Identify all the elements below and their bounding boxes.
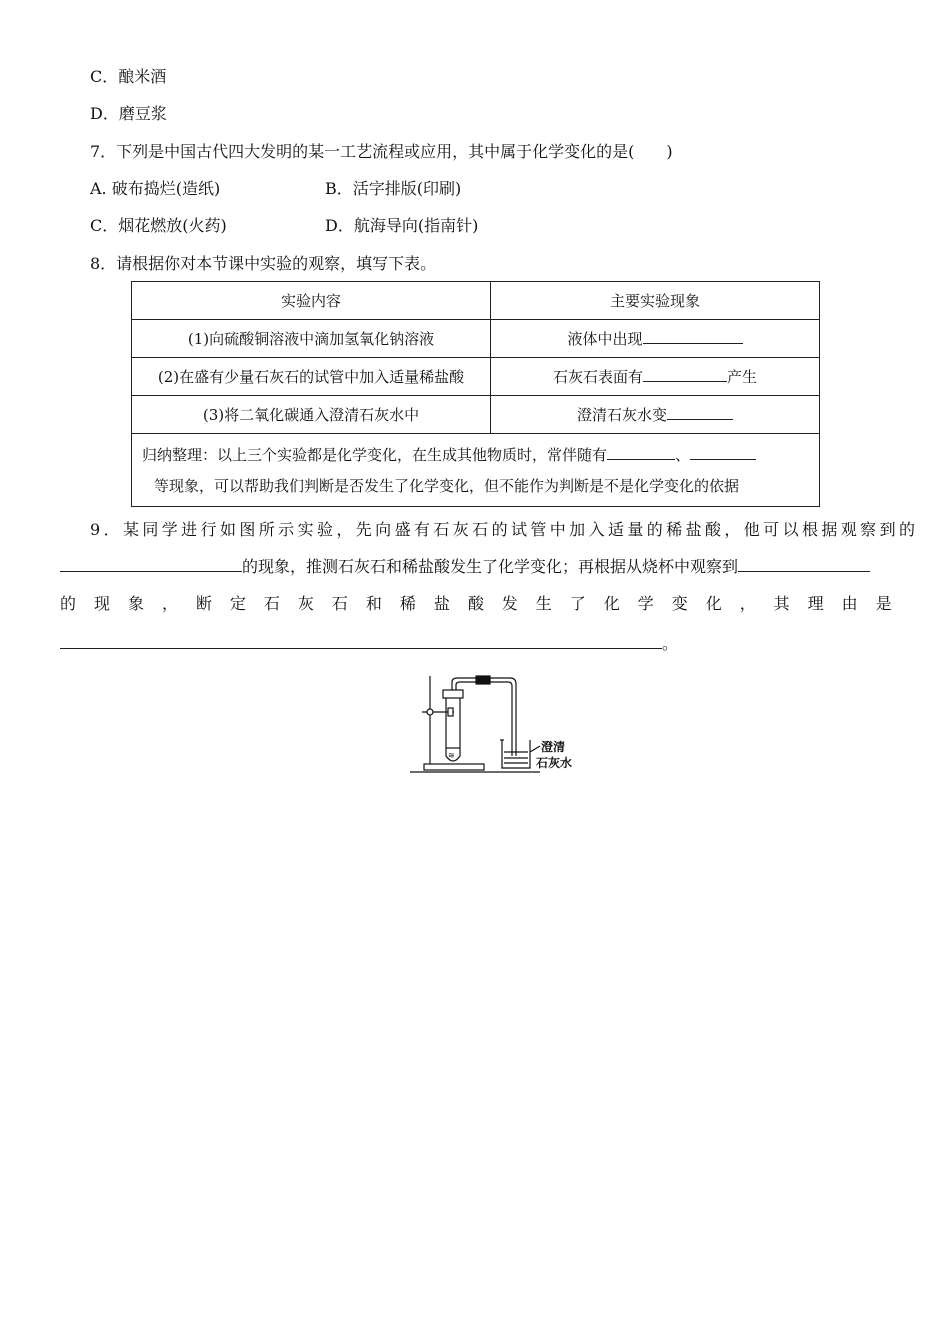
figure-label-limewater: 石灰水 (536, 756, 573, 770)
apparatus-figure (408, 672, 583, 780)
q9-line3-char: 发 (501, 594, 518, 613)
summary-cell (132, 434, 820, 507)
row2-phenomenon (491, 358, 820, 396)
q7-option-d: D．航海导向(指南针) (325, 216, 479, 235)
q9-line3-char: 的 (60, 594, 77, 613)
q9-line3-char: 化 (603, 594, 620, 613)
q9-line3-char: 生 (535, 594, 552, 613)
summary-part2: 等现象，可以帮助我们判断是否发生了化学变化，但不能作为判断是不是化学变化的依据 (154, 477, 740, 495)
svg-text:≋: ≋ (448, 751, 455, 760)
q9-line3-char: 现 (93, 594, 110, 613)
row2-answer-blank[interactable] (643, 367, 727, 382)
q9-line3-char: 断 (195, 594, 212, 613)
q9-line3-char: 灰 (297, 594, 314, 613)
q7-option-a: A. 破布捣烂(造纸) (90, 179, 221, 198)
q9-line3-char: 石 (263, 594, 280, 613)
q9-line3-char: 理 (807, 594, 824, 613)
summary-blank-1[interactable] (607, 445, 675, 460)
row3-phenomenon (491, 396, 820, 434)
row1-content: (1)向硫酸铜溶液中滴加氢氧化钠溶液 (132, 320, 491, 358)
summary-part1: 归纳整理：以上三个实验都是化学变化，在生成其他物质时，常伴随有 (142, 446, 608, 464)
row2-content: (2)在盛有少量石灰石的试管中加入适量稀盐酸 (132, 358, 491, 396)
q9-blank-1[interactable] (60, 557, 242, 572)
q9-line2-text: 的现象，推测石灰石和稀盐酸发生了化学变化；再根据从烧杯中观察到 (242, 557, 739, 576)
q9-line3-char: 石 (331, 594, 348, 613)
q9-line3-char: 象 (127, 594, 144, 613)
q7-option-b: B．活字排版(印刷) (325, 179, 462, 198)
q8-stem: 8．请根据你对本节课中实验的观察，填写下表。 (90, 254, 437, 273)
table-row (132, 320, 820, 358)
q9-line1: 9．某同学进行如图所示实验，先向盛有石灰石的试管中加入适量的稀盐酸，他可以根据观察到的 (90, 520, 919, 539)
q9-line3-char: 定 (229, 594, 246, 613)
q9-line4 (60, 634, 678, 654)
q6-option-c: C．酿米酒 (90, 67, 167, 86)
q9-line3-char: 化 (705, 594, 722, 613)
q9-line3-char: ， (739, 594, 756, 613)
row3-content: (3)将二氧化碳通入澄清石灰水中 (132, 396, 491, 434)
summary-separator: 、 (675, 446, 691, 464)
table-row (132, 396, 820, 434)
q9-line3-char: 变 (671, 594, 688, 613)
q9-line3-char: 其 (773, 594, 790, 613)
row1-phenomenon-prefix: 液体中出现 (567, 330, 643, 348)
experiment-table (131, 281, 820, 507)
q7-option-c: C．烟花燃放(火药) (90, 216, 227, 235)
q7-stem: 7．下列是中国古代四大发明的某一工艺流程或应用，其中属于化学变化的是( ) (90, 142, 673, 161)
q9-line3 (60, 594, 892, 614)
q9-line3-char: 是 (875, 594, 892, 613)
q9-line3-char: 了 (569, 594, 586, 613)
header-phenomenon: 主要实验现象 (491, 282, 820, 320)
q9-line2 (60, 557, 870, 577)
q9-line3-char: 盐 (433, 594, 450, 613)
table-row (132, 358, 820, 396)
q9-line3-char: 稀 (399, 594, 416, 613)
summary-blank-2[interactable] (690, 445, 756, 460)
q9-line3-char: 和 (365, 594, 382, 613)
q9-blank-2[interactable] (738, 557, 870, 572)
table-header-row (132, 282, 820, 320)
row1-phenomenon (491, 320, 820, 358)
row3-answer-blank[interactable] (667, 405, 733, 420)
q9-period: 。 (662, 634, 679, 653)
q9-blank-3[interactable] (60, 634, 662, 649)
q9-line3-char: 酸 (467, 594, 484, 613)
row2-phenomenon-suffix: 产生 (727, 368, 758, 386)
q9-line3-char: 由 (841, 594, 858, 613)
row2-phenomenon-prefix: 石灰石表面有 (552, 368, 643, 386)
header-content: 实验内容 (132, 282, 491, 320)
q9-line3-char: ， (161, 594, 178, 613)
q6-option-d: D．磨豆浆 (90, 104, 167, 123)
summary-row (132, 434, 820, 507)
row1-answer-blank[interactable] (643, 329, 743, 344)
q9-line3-char: 学 (637, 594, 654, 613)
row3-phenomenon-prefix: 澄清石灰水变 (576, 406, 667, 424)
figure-label-clear: 澄清 (541, 740, 566, 754)
